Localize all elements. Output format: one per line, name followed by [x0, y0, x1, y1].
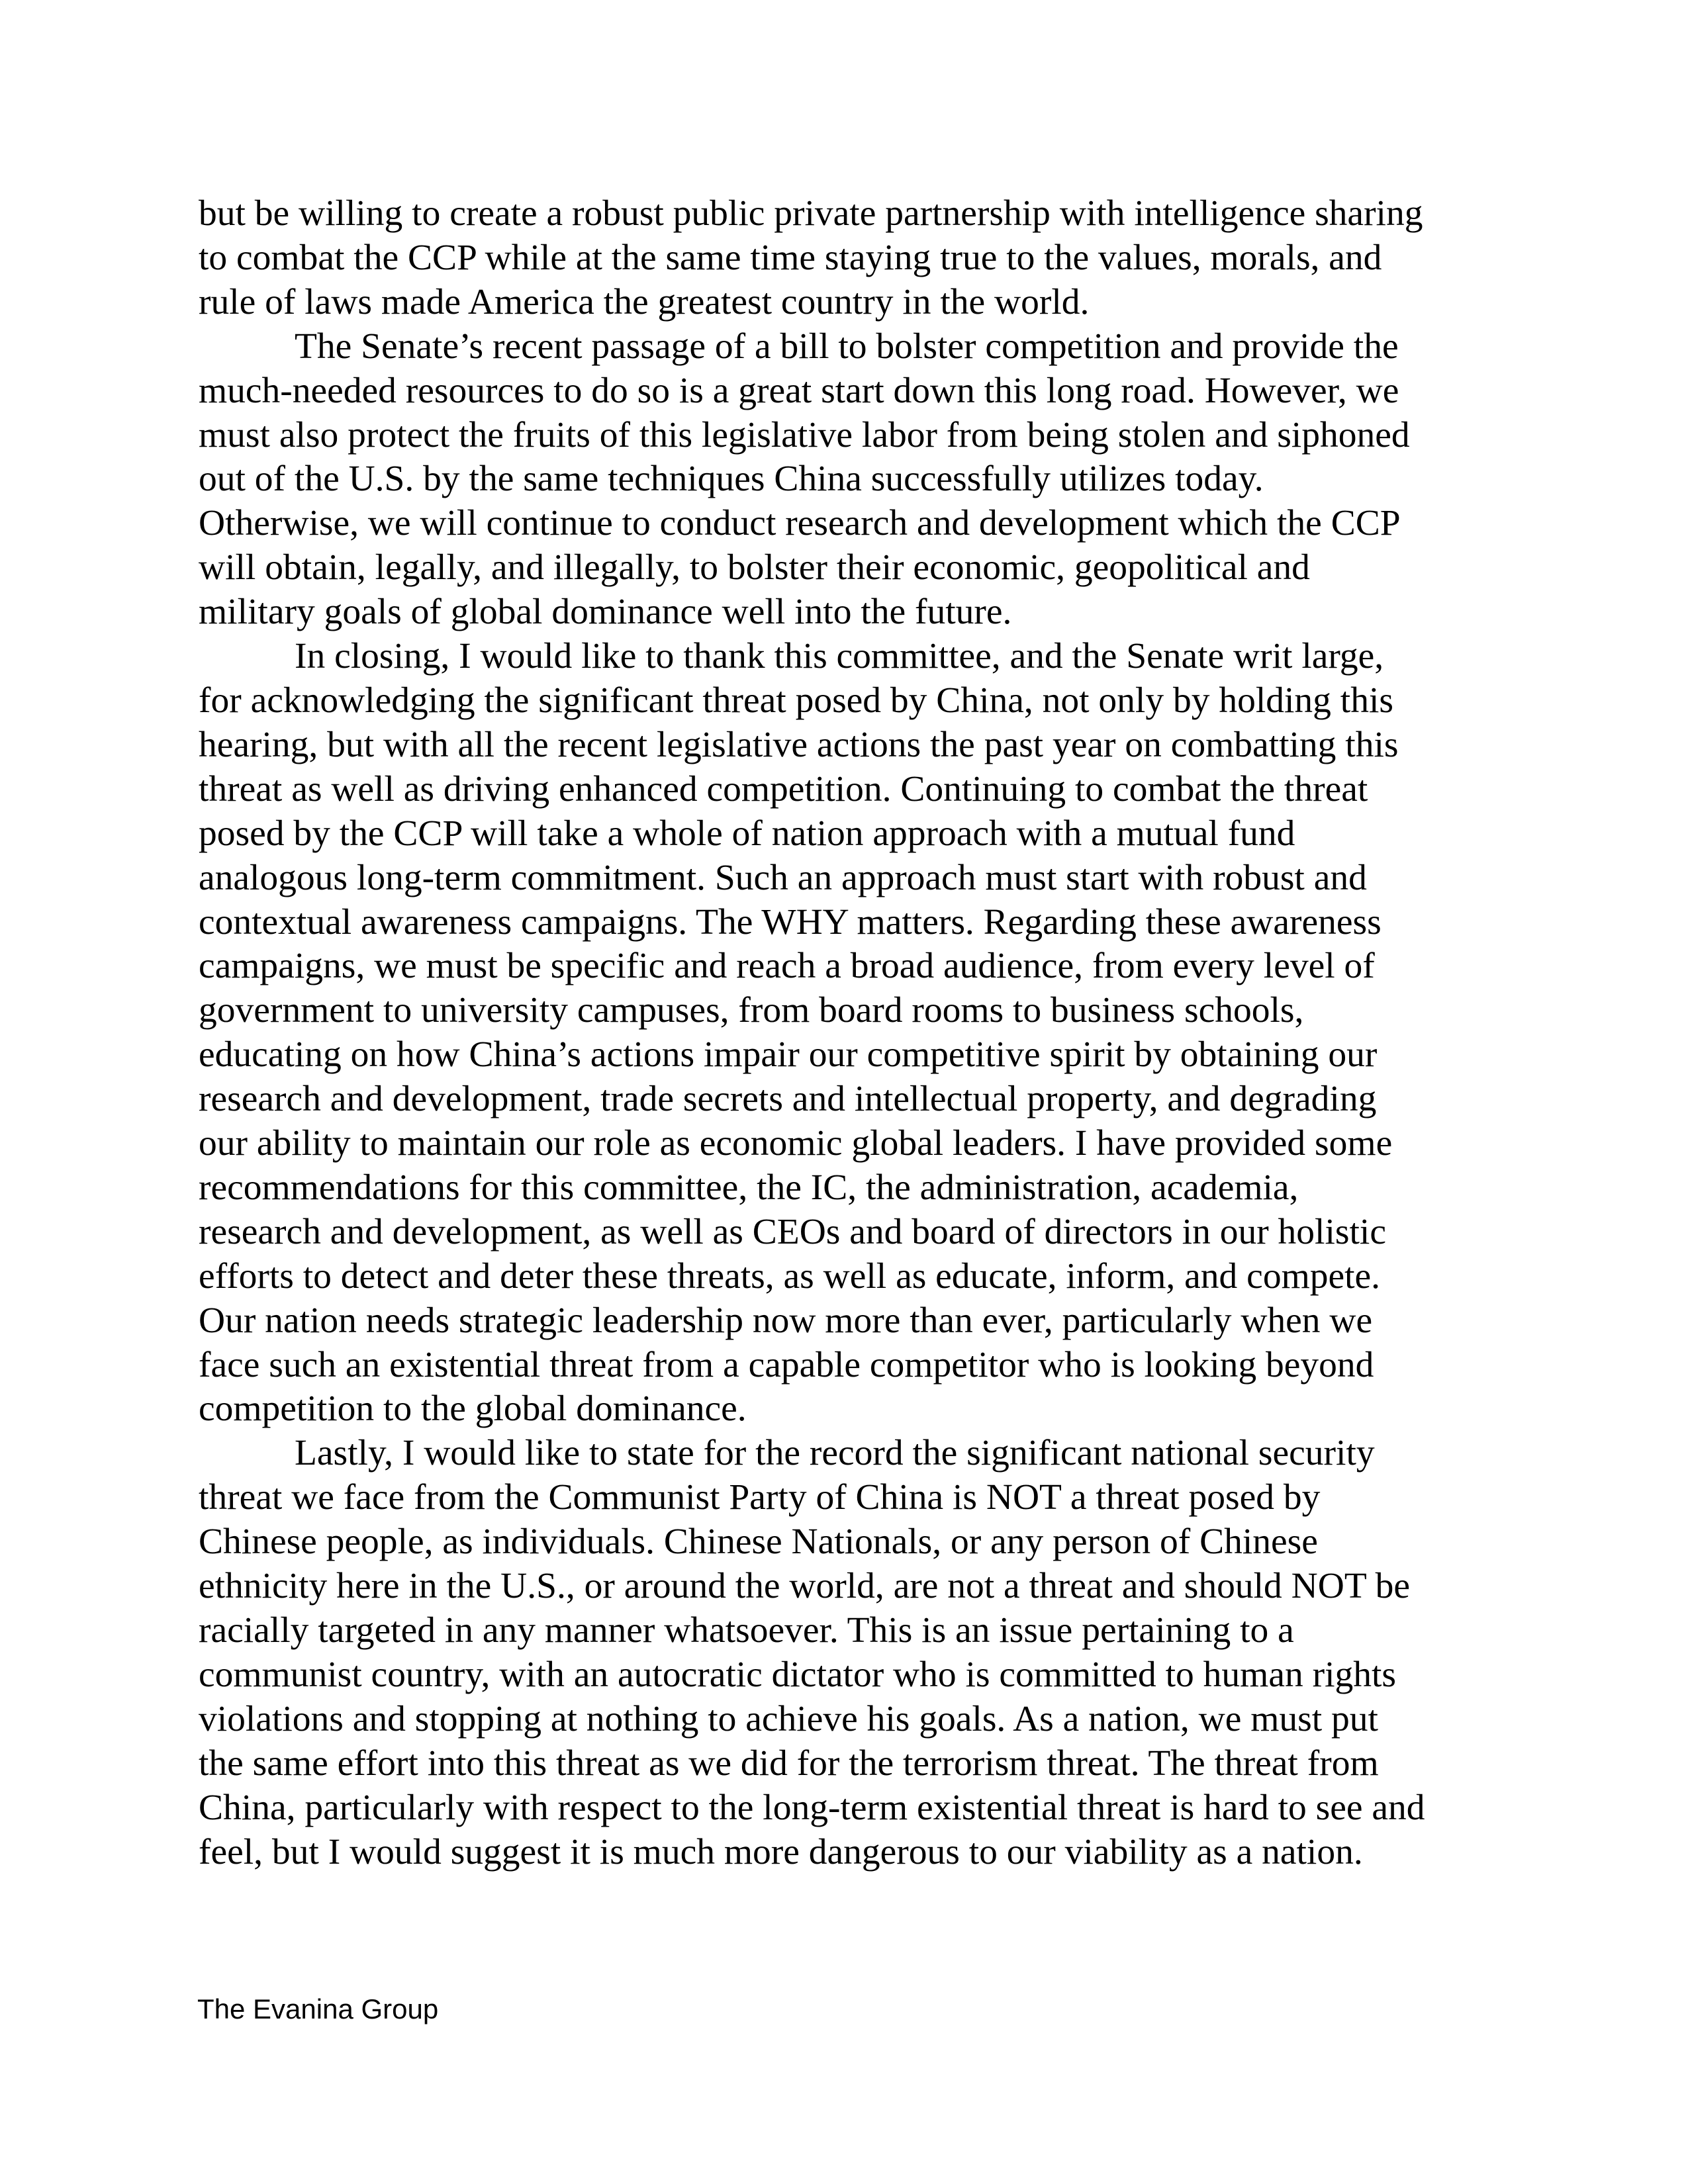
text-line: our ability to maintain our role as economic global leaders. I have provided some	[199, 1123, 1393, 1164]
document-page	[199, 192, 1496, 1874]
text-line: analogous long-term commitment. Such an approach must start with robust and	[199, 857, 1367, 898]
text-line: the same effort into this threat as we did for the terrorism threat. The threat from	[199, 1743, 1379, 1784]
text-line: communist country, with an autocratic dictator who is committed to human rights	[199, 1654, 1397, 1695]
text-line: threat as well as driving enhanced competition. Continuing to combat the threat	[199, 768, 1368, 809]
document-body	[199, 192, 1496, 1874]
text-line: feel, but I would suggest it is much more dangerous to our viability as a nation.	[199, 1831, 1363, 1872]
text-line: posed by the CCP will take a whole of nation approach with a mutual fund	[199, 813, 1295, 854]
text-line: Otherwise, we will continue to conduct research and development which the CCP	[199, 503, 1401, 544]
text-line: government to university campuses, from board rooms to business schools,	[199, 990, 1304, 1031]
text-line: The Senate’s recent passage of a bill to bolster competition and provide the	[295, 326, 1399, 367]
text-line: research and development, trade secrets and intellectual property, and degrading	[199, 1079, 1377, 1120]
text-line: violations and stopping at nothing to achieve his goals. As a nation, we must put	[199, 1698, 1378, 1739]
text-line: but be willing to create a robust public private partnership with intelligence sharing	[199, 193, 1423, 234]
text-line: military goals of global dominance well into the future.	[199, 592, 1012, 633]
text-line: China, particularly with respect to the long-term existential threat is hard to see and	[199, 1787, 1425, 1828]
text-line: competition to the global dominance.	[199, 1388, 747, 1430]
text-line: recommendations for this committee, the IC, the administration, academia,	[199, 1167, 1299, 1208]
text-line: research and development, as well as CEOs and board of directors in our holistic	[199, 1211, 1386, 1252]
paragraph	[199, 325, 1496, 635]
text-line: ethnicity here in the U.S., or around the world, are not a threat and should NOT be	[199, 1566, 1410, 1607]
paragraph	[199, 192, 1496, 325]
text-line: hearing, but with all the recent legislative actions the past year on combatting this	[199, 724, 1399, 765]
paragraph	[199, 1432, 1496, 1874]
text-line: contextual awareness campaigns. The WHY matters. Regarding these awareness	[199, 901, 1382, 942]
page-footer: The Evanina Group	[197, 1993, 439, 2025]
text-line: for acknowledging the significant threat posed by China, not only by holding this	[199, 680, 1393, 721]
text-line: Lastly, I would like to state for the record the significant national security	[295, 1433, 1375, 1474]
text-line: threat we face from the Communist Party of China is NOT a threat posed by	[199, 1477, 1321, 1518]
paragraph	[199, 635, 1496, 1432]
text-line: out of the U.S. by the same techniques China successfully utilizes today.	[199, 459, 1264, 500]
text-line: face such an existential threat from a capable competitor who is looking beyond	[199, 1344, 1374, 1385]
text-line: educating on how China’s actions impair our competitive spirit by obtaining our	[199, 1034, 1378, 1075]
text-line: Chinese people, as individuals. Chinese Nationals, or any person of Chinese	[199, 1522, 1318, 1563]
text-line: rule of laws made America the greatest country in the world.	[199, 281, 1090, 322]
text-line: In closing, I would like to thank this committee, and the Senate writ large,	[295, 636, 1384, 677]
text-line: racially targeted in any manner whatsoever. This is an issue pertaining to a	[199, 1610, 1294, 1651]
text-line: must also protect the fruits of this legislative labor from being stolen and siphoned	[199, 414, 1410, 455]
text-line: to combat the CCP while at the same time staying true to the values, morals, and	[199, 237, 1382, 278]
text-line: will obtain, legally, and illegally, to bolster their economic, geopolitical and	[199, 547, 1310, 588]
text-line: efforts to detect and deter these threats, as well as educate, inform, and compete.	[199, 1255, 1381, 1297]
text-line: much-needed resources to do so is a great start down this long road. However, we	[199, 370, 1399, 411]
text-line: Our nation needs strategic leadership now more than ever, particularly when we	[199, 1300, 1373, 1341]
text-line: campaigns, we must be specific and reach a broad audience, from every level of	[199, 946, 1375, 987]
